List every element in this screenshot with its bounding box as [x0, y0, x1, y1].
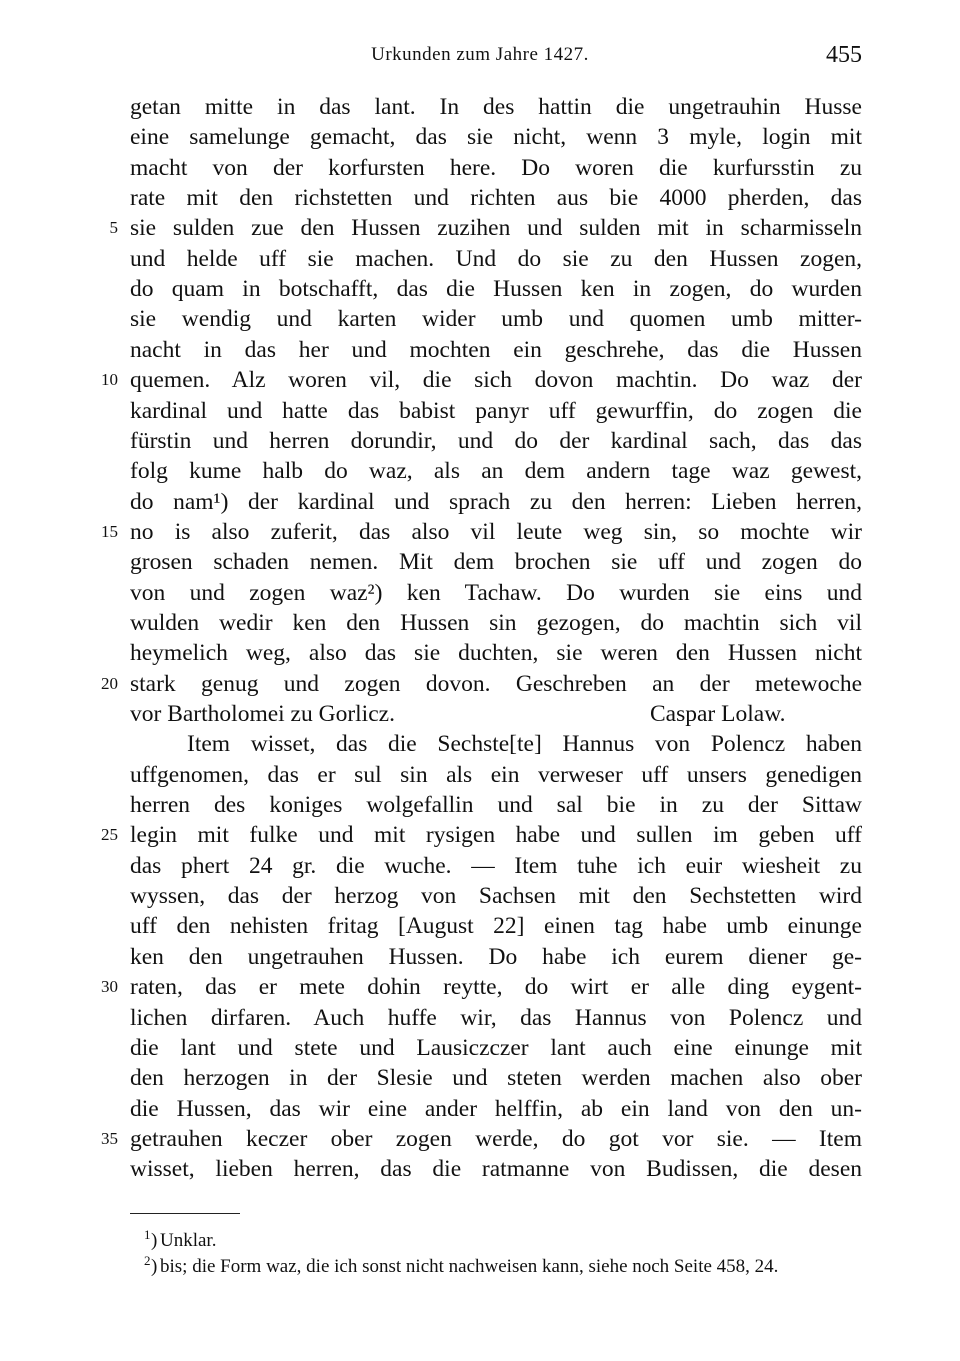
- line-number: 10: [101, 370, 118, 390]
- text-line: [130, 851, 862, 881]
- text-line: [130, 274, 862, 304]
- footnote-rule: [130, 1213, 240, 1214]
- footnote-paren: ): [151, 1256, 158, 1277]
- text-line: [130, 183, 862, 213]
- text-line: [130, 790, 862, 820]
- text-line: [130, 578, 862, 608]
- footnote-mark: 1: [144, 1227, 151, 1242]
- text-line: [130, 517, 862, 547]
- line-number: 5: [109, 218, 118, 238]
- text-line: [130, 365, 862, 395]
- line-text: die Hussen, das wir eine ander helffin, ab ein land von den un-: [130, 1095, 862, 1122]
- text-line: [130, 669, 862, 699]
- text-line: [130, 335, 862, 365]
- footnote-mark: 2: [144, 1253, 151, 1268]
- line-text: nacht in das her und mochten ein geschrehe, das die Hussen: [130, 336, 862, 363]
- line-text: folg kume halb do waz, als an dem andern tage waz gewest,: [130, 458, 862, 485]
- text-line: [130, 487, 862, 517]
- text-line: [130, 911, 862, 941]
- line-text: und helde uff sie machen. Und do sie zu den Hussen zogen,: [130, 245, 862, 272]
- text-line: [130, 699, 862, 729]
- line-text: herren des koniges wolgefallin und sal bie in zu der Sittaw: [130, 792, 862, 819]
- line-text: heymelich weg, also das sie duchten, sie weren den Hussen nicht: [130, 640, 862, 667]
- line-number: 35: [101, 1128, 118, 1148]
- footnote: [144, 1227, 880, 1254]
- text-line: [130, 1033, 862, 1063]
- footnote-text: bis; die Form waz, die ich sonst nicht nachweisen kann, siehe noch Seite 458, 24.: [160, 1256, 779, 1277]
- line-text: lichen dirfaren. Auch huffe wir, das Hannus von Polencz und: [130, 1004, 862, 1031]
- text-line: [130, 881, 862, 911]
- line-number: 20: [101, 673, 118, 693]
- line-text: no is also zuferit, das also vil leute weg sin, so mochte wir: [130, 518, 862, 545]
- footnote-paren: ): [151, 1230, 158, 1251]
- line-text: fürstin und herren dorundir, und do der kardinal sach, das das: [130, 427, 862, 454]
- text-line: [130, 244, 862, 274]
- line-text: quemen. Alz woren vil, die sich dovon machtin. Do waz der: [130, 367, 862, 394]
- line-text: wyssen, das der herzog von Sachsen mit den Sechstetten wird: [130, 883, 862, 910]
- text-line: [130, 547, 862, 577]
- line-text: von und zogen waz²) ken Tachaw. Do wurden sie eins und: [130, 579, 862, 606]
- text-line: [130, 304, 862, 334]
- text-line: [130, 729, 862, 759]
- text-line: [130, 213, 862, 243]
- page-number: 455: [826, 42, 862, 68]
- line-text: Item wisset, das die Sechste[te] Hannus von Polencz haben: [187, 731, 862, 758]
- text-line: [130, 153, 862, 183]
- text-line: [130, 456, 862, 486]
- line-text: eine samelunge gemacht, das sie nicht, wenn 3 myle, login mit: [130, 124, 862, 151]
- line-text: macht von der korfursten here. Do woren die kurfursstin zu: [130, 154, 862, 181]
- text-line: [130, 1063, 862, 1093]
- line-text: wisset, lieben herren, das die ratmanne von Budissen, die desen: [130, 1156, 862, 1183]
- line-text: do nam¹) der kardinal und sprach zu den herren: Lieben herren,: [130, 488, 862, 515]
- text-line: [130, 122, 862, 152]
- line-text: legin mit fulke und mit rysigen habe und sullen im geben uff: [130, 822, 862, 849]
- line-text: stark genug und zogen dovon. Geschreben an der metewoche: [130, 670, 862, 697]
- line-text: vor Bartholomei zu Gorlicz.: [130, 701, 395, 727]
- text-line: [130, 608, 862, 638]
- text-line: [130, 820, 862, 850]
- line-text: sie sulden zue den Hussen zuzihen und sulden mit in scharmisseln: [130, 215, 862, 242]
- line-text: sie wendig und karten wider umb und quomen umb mitter-: [130, 306, 862, 333]
- text-line: [130, 942, 862, 972]
- line-number: 25: [101, 825, 118, 845]
- line-text: das phert 24 gr. die wuche. — Item tuhe ich euir wiesheit zu: [130, 852, 862, 879]
- text-line: [130, 972, 862, 1002]
- line-text: rate mit den richstetten und richten aus bie 4000 pherden, das: [130, 185, 862, 212]
- text-line: [130, 1003, 862, 1033]
- header-title: Urkunden zum Jahre 1427.: [371, 44, 589, 65]
- line-text: do quam in botschafft, das die Hussen ken in zogen, do wurden: [130, 276, 862, 303]
- footnote-text: Unklar.: [160, 1230, 217, 1251]
- text-line: [130, 1094, 862, 1124]
- line-text: wulden wedir ken den Hussen sin gezogen, do machtin sich vil: [130, 609, 862, 636]
- text-line: [130, 92, 862, 122]
- line-text: uffgenomen, das er sul sin als ein verweser uff unsers genedigen: [130, 761, 862, 788]
- signature: Caspar Lolaw.: [650, 701, 786, 727]
- line-text: getrauhen keczer ober zogen werde, do got vor sie. — Item: [130, 1125, 862, 1152]
- text-line: [130, 760, 862, 790]
- line-text: die lant und stete und Lausiczczer lant auch eine einunge mit: [130, 1034, 862, 1061]
- text-line: [130, 426, 862, 456]
- line-text: raten, das er mete dohin reytte, do wirt er alle ding eygent-: [130, 974, 862, 1001]
- text-line: [130, 396, 862, 426]
- line-text: grosen schaden nemen. Mit dem brochen sie uff und zogen do: [130, 549, 862, 576]
- line-text: kardinal und hatte das babist panyr uff gewurffin, do zogen die: [130, 397, 862, 424]
- text-line: [130, 1124, 862, 1154]
- line-number: 15: [101, 521, 118, 541]
- text-line: [130, 638, 862, 668]
- line-text: ken den ungetrauhen Hussen. Do habe ich eurem diener ge-: [130, 943, 862, 970]
- line-text: den herzogen in der Slesie und steten werden machen also ober: [130, 1065, 862, 1092]
- line-text: getan mitte in das lant. In des hattin die ungetrauhin Husse: [130, 94, 862, 120]
- text-line: [130, 1154, 862, 1184]
- line-text: uff den nehisten fritag [August 22] einen tag habe umb einunge: [130, 913, 862, 940]
- line-number: 30: [101, 977, 118, 997]
- footnote: [144, 1253, 880, 1280]
